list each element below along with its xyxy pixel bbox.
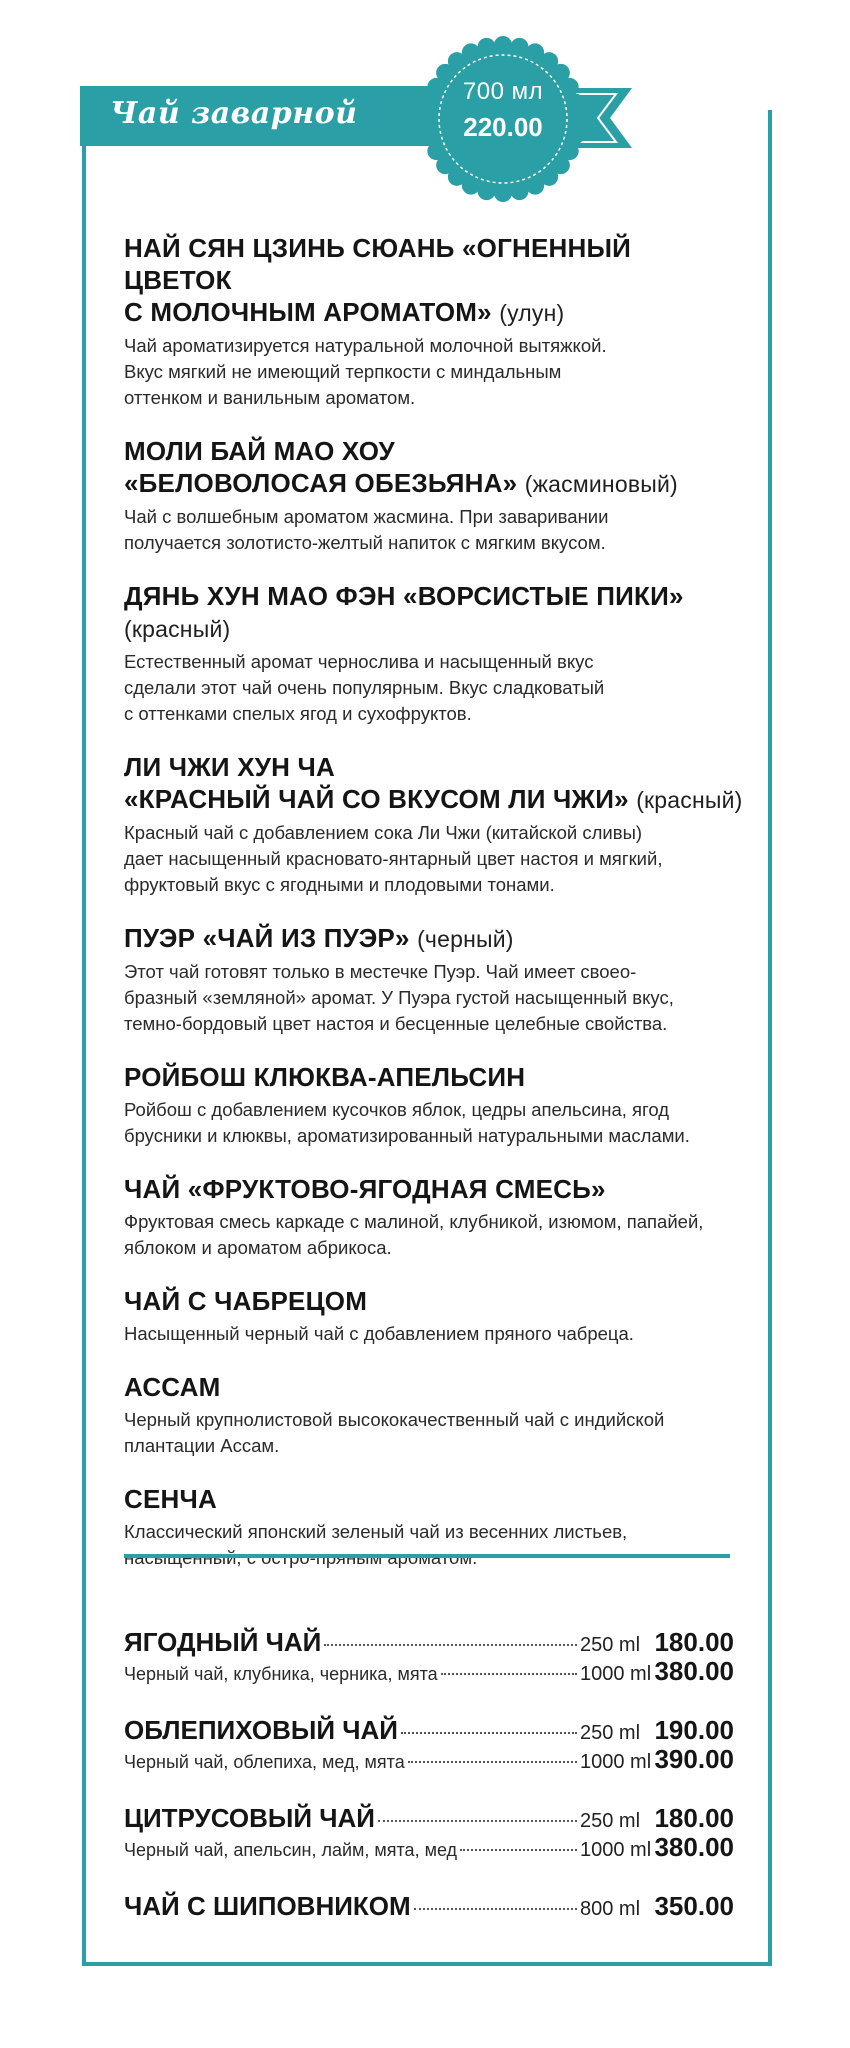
tea-name: ДЯНЬ ХУН МАО ФЭН «ВОРСИСТЫЕ ПИКИ» bbox=[124, 581, 684, 611]
dot-leader bbox=[441, 1673, 577, 1675]
tea-item bbox=[124, 751, 744, 898]
tea-type: (черный) bbox=[417, 926, 514, 952]
price-item-volume: 1000 ml bbox=[580, 1663, 652, 1685]
price-item-volume: 250 ml bbox=[580, 1810, 641, 1832]
dot-leader bbox=[408, 1761, 577, 1763]
section-divider bbox=[124, 1554, 730, 1558]
price-item-price: 180.00 bbox=[654, 1803, 734, 1833]
tea-name: ЧАЙ С ЧАБРЕЦОМ bbox=[124, 1286, 368, 1316]
tea-description: Красный чай с добавлением сока Ли Чжи (китайской сливы) дает насыщенный красновато-янтарный цвет настоя и мягкий, фруктовый вкус с ягодными и плодовыми тонами. bbox=[124, 822, 663, 895]
dot-leader bbox=[324, 1644, 577, 1646]
tea-type: (красный) bbox=[636, 787, 743, 813]
tea-item bbox=[124, 922, 744, 1037]
badge-volume: 700 мл bbox=[462, 78, 544, 105]
dot-leader bbox=[460, 1849, 577, 1851]
tea-name: НАЙ СЯН ЦЗИНЬ СЮАНЬ «ОГНЕННЫЙ ЦВЕТОК С МОЛОЧНЫМ АРОМАТОМ» bbox=[124, 233, 632, 327]
section-title: Чай заварной bbox=[110, 96, 358, 131]
price-item bbox=[124, 1803, 734, 1861]
price-item-volume: 1000 ml bbox=[580, 1839, 652, 1861]
tea-item bbox=[124, 232, 744, 411]
price-item-price: 350.00 bbox=[654, 1891, 734, 1921]
tea-name: СЕНЧА bbox=[124, 1484, 217, 1514]
tea-name: РОЙБОШ КЛЮКВА-АПЕЛЬСИН bbox=[124, 1062, 526, 1092]
tea-name: ЧАЙ «ФРУКТОВО-ЯГОДНАЯ СМЕСЬ» bbox=[124, 1174, 606, 1204]
price-item-volume: 250 ml bbox=[580, 1722, 641, 1744]
tea-item bbox=[124, 1285, 744, 1347]
price-item-name: ЧАЙ С ШИПОВНИКОМ bbox=[124, 1891, 411, 1921]
price-list bbox=[124, 1627, 734, 1950]
price-item-price: 180.00 bbox=[654, 1627, 734, 1657]
price-item-price: 190.00 bbox=[654, 1715, 734, 1745]
tea-name: МОЛИ БАЙ МАО ХОУ «БЕЛОВОЛОСАЯ ОБЕЗЬЯНА» bbox=[124, 436, 518, 498]
tea-description: Чай с волшебным ароматом жасмина. При заваривании получается золотисто-желтый напиток с мягким вкусом. bbox=[124, 506, 609, 553]
price-item-ingredients: Черный чай, апельсин, лайм, мята, мед bbox=[124, 1840, 458, 1860]
tea-item bbox=[124, 1371, 744, 1459]
price-item-volume: 250 ml bbox=[580, 1634, 641, 1656]
dot-leader bbox=[401, 1732, 577, 1734]
price-item-ingredients: Черный чай, облепиха, мед, мята bbox=[124, 1752, 405, 1772]
price-item bbox=[124, 1891, 734, 1920]
tea-name: ЛИ ЧЖИ ХУН ЧА «КРАСНЫЙ ЧАЙ СО ВКУСОМ ЛИ ЧЖИ» bbox=[124, 752, 629, 814]
price-item-volume: 1000 ml bbox=[580, 1751, 652, 1773]
badge-price: 220.00 bbox=[463, 112, 543, 142]
tea-description: Естественный аромат чернослива и насыщенный вкус сделали этот чай очень популярным. Вкус сладковатый с оттенками спелых ягод и сухофруктов. bbox=[124, 651, 605, 724]
price-item-price: 380.00 bbox=[654, 1656, 734, 1686]
price-badge bbox=[418, 78, 588, 143]
tea-type: (улун) bbox=[499, 300, 565, 326]
tea-description: Этот чай готовят только в местечке Пуэр. Чай имеет своео- бразный «земляной» аромат. У Пуэра густой насыщенный вкус, темно-бордовый цвет настоя и бесценные целебные свойства. bbox=[124, 961, 674, 1034]
tea-name: АССАМ bbox=[124, 1372, 221, 1402]
price-item bbox=[124, 1627, 734, 1685]
tea-description: Ройбош с добавлением кусочков яблок, цедры апельсина, ягод брусники и клюквы, ароматизированный натуральными маслами. bbox=[124, 1099, 690, 1146]
price-item-price: 380.00 bbox=[654, 1832, 734, 1862]
tea-item bbox=[124, 435, 744, 556]
tea-description: Чай ароматизируется натуральной молочной вытяжкой. Вкус мягкий не имеющий терпкости с миндальным оттенком и ванильным ароматом. bbox=[124, 335, 607, 408]
price-item-name: ЦИТРУСОВЫЙ ЧАЙ bbox=[124, 1803, 375, 1833]
section-banner bbox=[80, 86, 430, 146]
tea-item bbox=[124, 580, 744, 727]
price-item-name: ОБЛЕПИХОВЫЙ ЧАЙ bbox=[124, 1715, 398, 1745]
dot-leader bbox=[414, 1908, 577, 1910]
tea-name: ПУЭР «ЧАЙ ИЗ ПУЭР» bbox=[124, 923, 410, 953]
dot-leader bbox=[378, 1820, 577, 1822]
tea-description: Фруктовая смесь каркаде с малиной, клубникой, изюмом, папайей, яблоком и ароматом абрикоса. bbox=[124, 1211, 704, 1258]
tea-type: (жасминовый) bbox=[524, 471, 678, 497]
price-item-volume: 800 ml bbox=[580, 1898, 641, 1920]
price-item-name: ЯГОДНЫЙ ЧАЙ bbox=[124, 1627, 322, 1657]
price-item bbox=[124, 1715, 734, 1773]
tea-list bbox=[124, 232, 744, 1595]
tea-item bbox=[124, 1061, 744, 1149]
tea-type: (красный) bbox=[124, 616, 231, 642]
price-item-ingredients: Черный чай, клубника, черника, мята bbox=[124, 1664, 438, 1684]
price-item-price: 390.00 bbox=[654, 1744, 734, 1774]
tea-item bbox=[124, 1173, 744, 1261]
tea-description: Черный крупнолистовой высококачественный чай с индийской плантации Ассам. bbox=[124, 1409, 665, 1456]
tea-description: Насыщенный черный чай с добавлением пряного чабреца. bbox=[124, 1323, 634, 1344]
tea-description: Классический японский зеленый чай из весенних листьев, bbox=[124, 1521, 628, 1542]
